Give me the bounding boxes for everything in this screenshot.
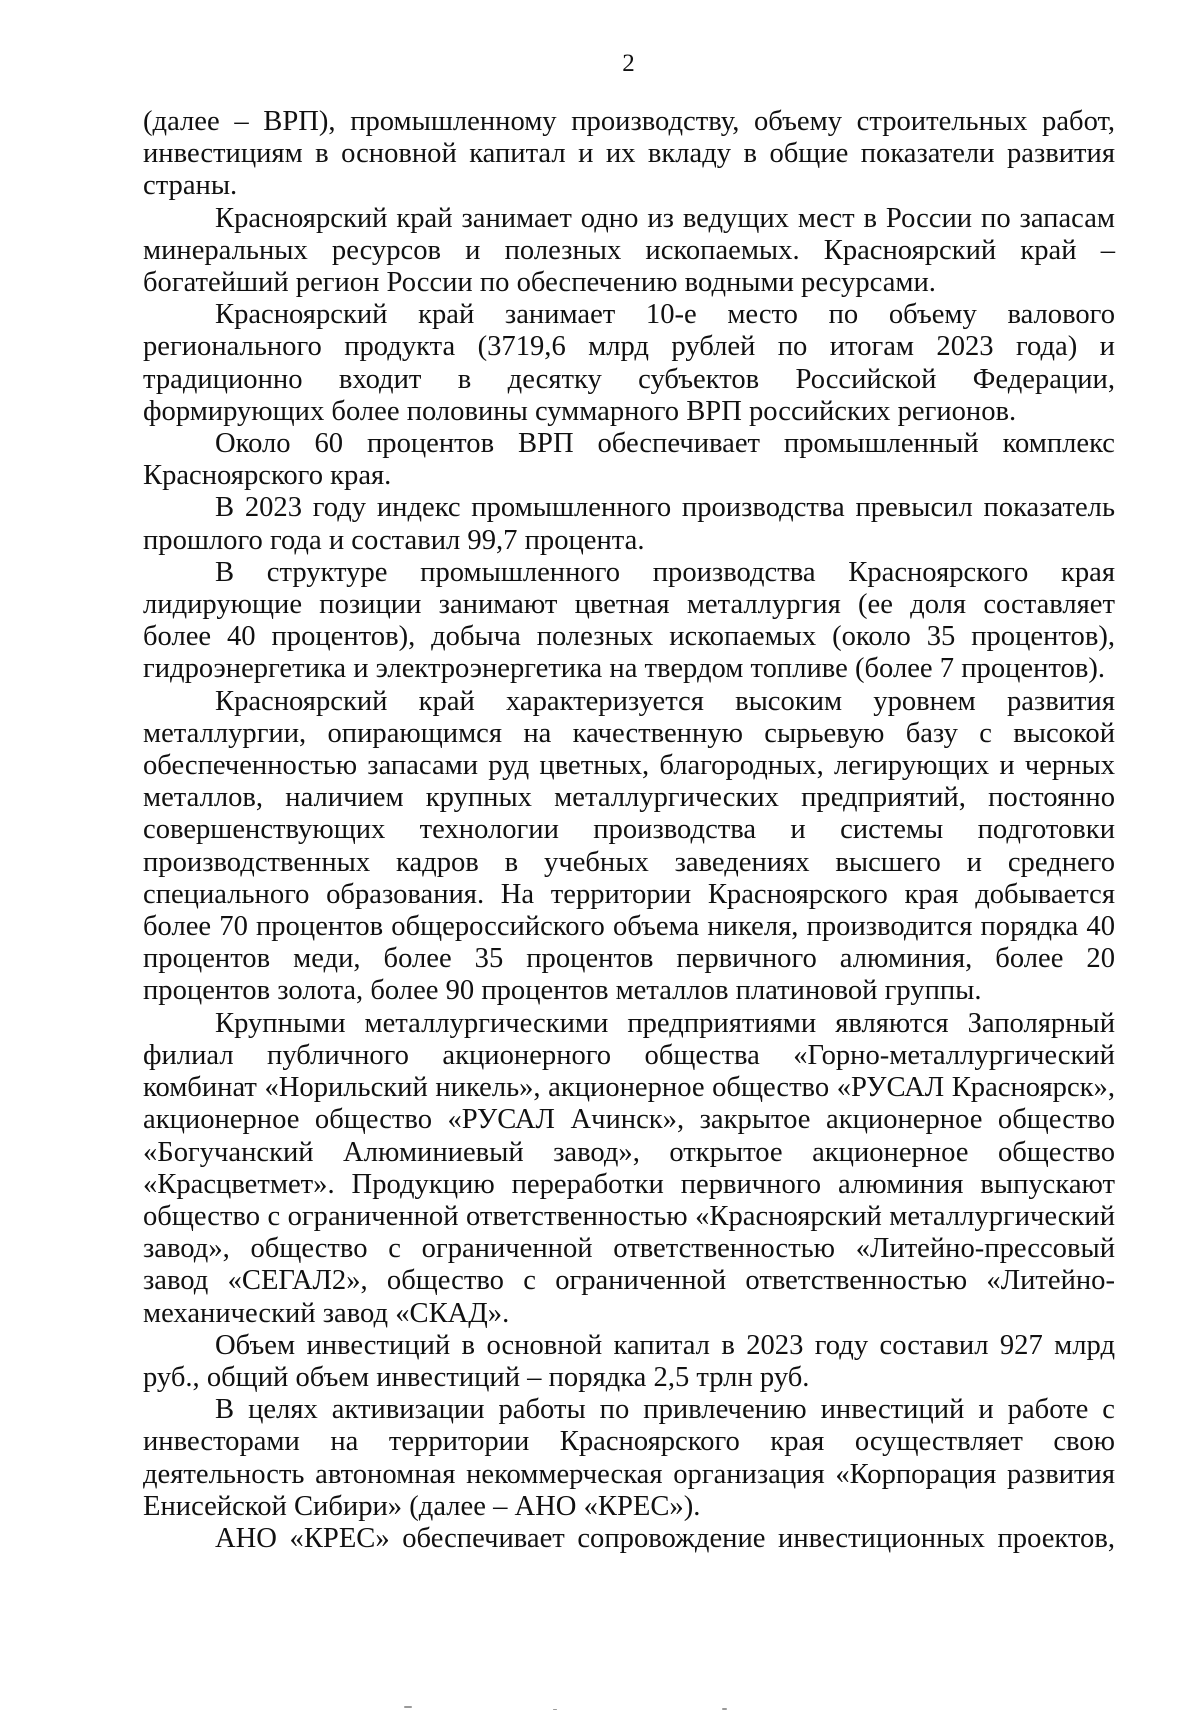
paragraph-kres-corporation: В целях активизации работы по привлечению инвестиций и работе с инвесторами на территории Красноярского края осуществляет свою деятельность автономная некоммерческая организация «Корпорация развития Енисейской Сибири» (далее – АНО «КРЕС»). <box>143 1394 1115 1522</box>
paragraph-grp-rank: Красноярский край занимает 10-е место по объему валового регионального продукта (3719,6 млрд рублей по итогам 2023 года) и традиционно входит в десятку субъектов Российской Федерации, формирующих более половины суммарного ВРП российских регионов. <box>143 299 1115 427</box>
paragraph-industrial-index: В 2023 году индекс промышленного производства превысил показатель прошлого года и составил 99,7 процента. <box>143 492 1115 556</box>
paragraph-mineral-resources: Красноярский край занимает одно из ведущих мест в России по запасам минеральных ресурсов и полезных ископаемых. Красноярский край – богатейший регион России по обеспечению водными ресурсами. <box>143 202 1115 299</box>
paragraph-investment-volume: Объем инвестиций в основной капитал в 2023 году составил 927 млрд руб., общий объем инвестиций – порядка 2,5 трлн руб. <box>143 1329 1115 1393</box>
paragraph-continuation: (далее – ВРП), промышленному производству, объему строительных работ, инвестициям в основной капитал и их вкладу в общие показатели развития страны. <box>143 106 1115 202</box>
scan-artifact <box>722 1708 727 1710</box>
scan-artifact <box>404 1706 412 1708</box>
paragraph-industry-structure: В структуре промышленного производства Красноярского края лидирующие позиции занимают цветная металлургия (ее доля составляет более 40 процентов), добыча полезных ископаемых (около 35 процентов), гидроэнергетика и электроэнергетика на твердом топливе (более 7 процентов). <box>143 556 1115 685</box>
page-number: 2 <box>622 50 635 77</box>
paragraph-metallurgical-enterprises: Крупными металлургическими предприятиями являются Заполярный филиал публичного акционерного общества «Горно-металлургический комбинат «Норильский никель», акционерное общество «РУСАЛ Красноярск», акционерное общество «РУСАЛ Ачинск», закрытое акционерное общество «Богучанский Алюминиевый завод», открытое акционерное общество «Красцветмет». Продукцию переработки первичного алюминия выпускают общество с ограниченной ответственностью «Красноярский металлургический завод», общество с ограниченной ответственностью «Литейно-прессовый завод «СЕГАЛ2», общество с ограниченной ответственностью «Литейно-механический завод «СКАД». <box>143 1007 1115 1329</box>
scan-artifact <box>553 1709 557 1710</box>
paragraph-metallurgy: Красноярский край характеризуется высоким уровнем развития металлургии, опирающимся на качественную сырьевую базу с высокой обеспеченностью запасами руд цветных, благородных, легирующих и черных металлов, наличием крупных металлургических предприятий, постоянно совершенствующих технологии производства и системы подготовки производственных кадров в учебных заведениях высшего и среднего специального образования. На территории Красноярского края добывается более 70 процентов общероссийского объема никеля, производится порядка 40 процентов меди, более 35 процентов первичного алюминия, более 20 процентов золота, более 90 процентов металлов платиновой группы. <box>143 685 1115 1007</box>
paragraph-industrial-share: Около 60 процентов ВРП обеспечивает промышленный комплекс Красноярского края. <box>143 428 1115 492</box>
paragraph-kres-support: АНО «КРЕС» обеспечивает сопровождение инвестиционных проектов, <box>215 1522 1115 1554</box>
document-body <box>143 106 1115 1555</box>
